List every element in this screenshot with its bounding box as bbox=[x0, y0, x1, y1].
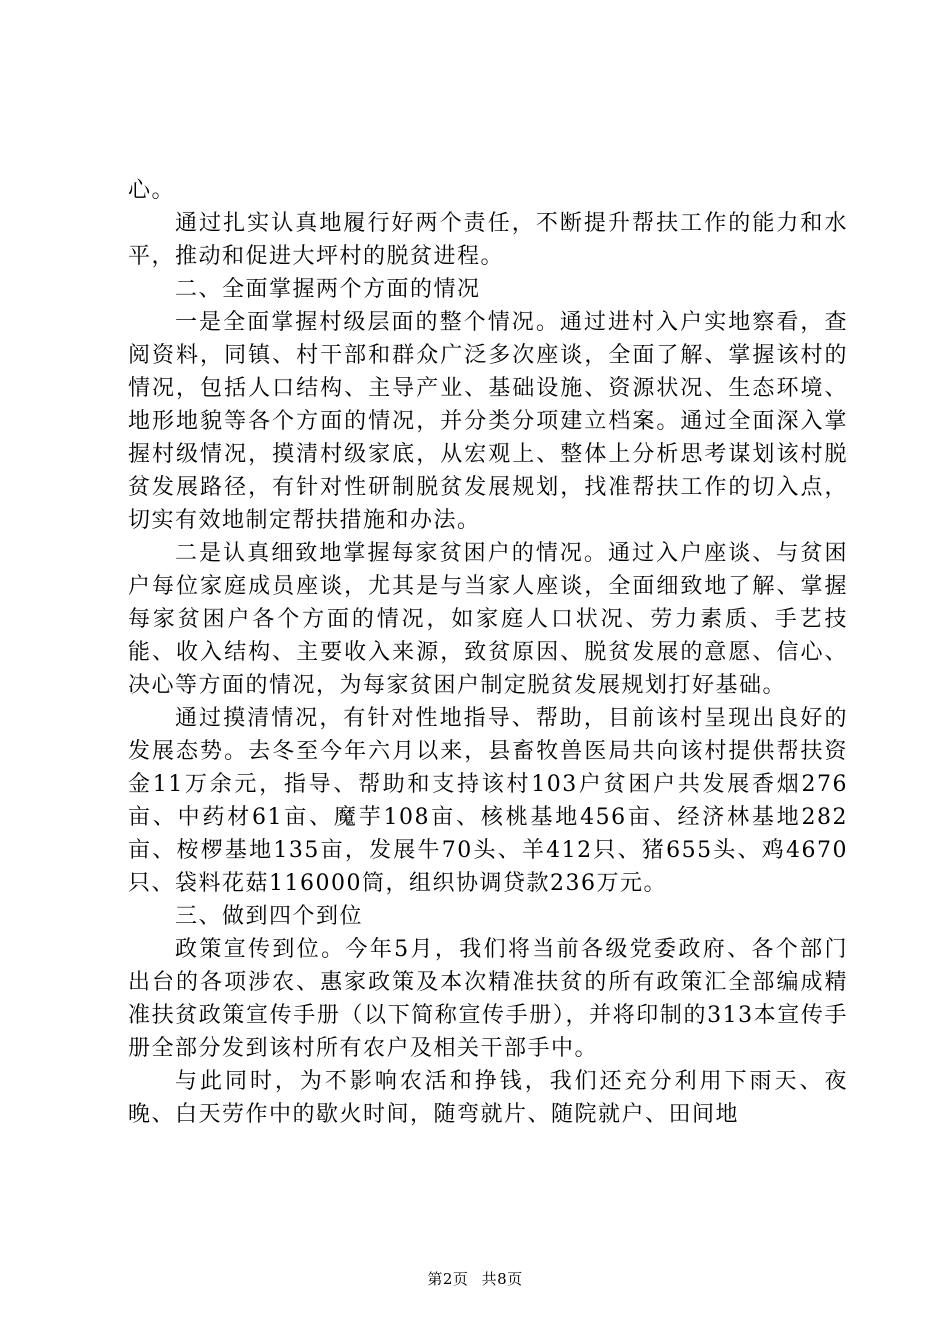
paragraph-5: 二是认真细致地掌握每家贫困户的情况。通过入户座谈、与贫困户每位家庭成员座谈，尤其是与当家人座谈，全面细致地了解、掌握每家贫困户各个方面的情况，如家庭人口状况、劳力素质、手艺技能、收入结构、主要收入来源，致贫原因、脱贫发展的意愿、信心、决心等方面的情况，为每家贫困户制定脱贫发展规划打好基础。 bbox=[128, 541, 848, 698]
section-heading-3: 三、做到四个到位 bbox=[175, 904, 364, 929]
section-heading-2: 二、全面掌握两个方面的情况 bbox=[175, 277, 481, 302]
paragraph-6: 通过摸清情况，有针对性地指导、帮助，目前该村呈现出良好的发展态势。去冬至今年六月以来，县畜牧兽医局共向该村提供帮扶资金11万余元，指导、帮助和支持该村103户贫困户共发展香烟276亩、中药材61亩、魔芋108亩、核桃基地456亩、经济林基地282亩、桉椤基地135亩，发展牛70头、羊412只、猪655头、鸡4670只、袋料花菇116000筒，组织协调贷款236万元。 bbox=[128, 706, 848, 896]
page-total: 共8页 bbox=[481, 1270, 523, 1288]
paragraph-4: 一是全面掌握村级层面的整个情况。通过进村入户实地察看，查阅资料，同镇、村干部和群众广泛多次座谈，全面了解、掌握该村的情况，包括人口结构、主导产业、基础设施、资源状况、生态环境、地形地貌等各个方面的情况，并分类分项建立档案。通过全面深入掌握村级情况，摸清村级家底，从宏观上、整体上分析思考谋划该村脱贫发展路径，有针对性研制脱贫发展规划，找准帮扶工作的切入点，切实有效地制定帮扶措施和办法。 bbox=[128, 310, 848, 533]
document-body bbox=[128, 174, 848, 1131]
page-footer bbox=[0, 1268, 950, 1289]
paragraph-9: 与此同时，为不影响农活和挣钱，我们还充分利用下雨天、夜晚、白天劳作中的歇火时间，随弯就片、随院就户、田间地 bbox=[128, 1069, 848, 1127]
paragraph-1: 心。 bbox=[128, 178, 176, 203]
paragraph-8: 政策宣传到位。今年5月，我们将当前各级党委政府、各个部门出台的各项涉农、惠家政策及本次精准扶贫的所有政策汇全部编成精准扶贫政策宣传手册（以下简称宣传手册），并将印制的313本宣传手册全部分发到该村所有农户及相关干部手中。 bbox=[128, 937, 848, 1061]
paragraph-2: 通过扎实认真地履行好两个责任，不断提升帮扶工作的能力和水平，推动和促进大坪村的脱贫进程。 bbox=[128, 211, 848, 269]
page-number: 第2页 bbox=[427, 1270, 469, 1288]
